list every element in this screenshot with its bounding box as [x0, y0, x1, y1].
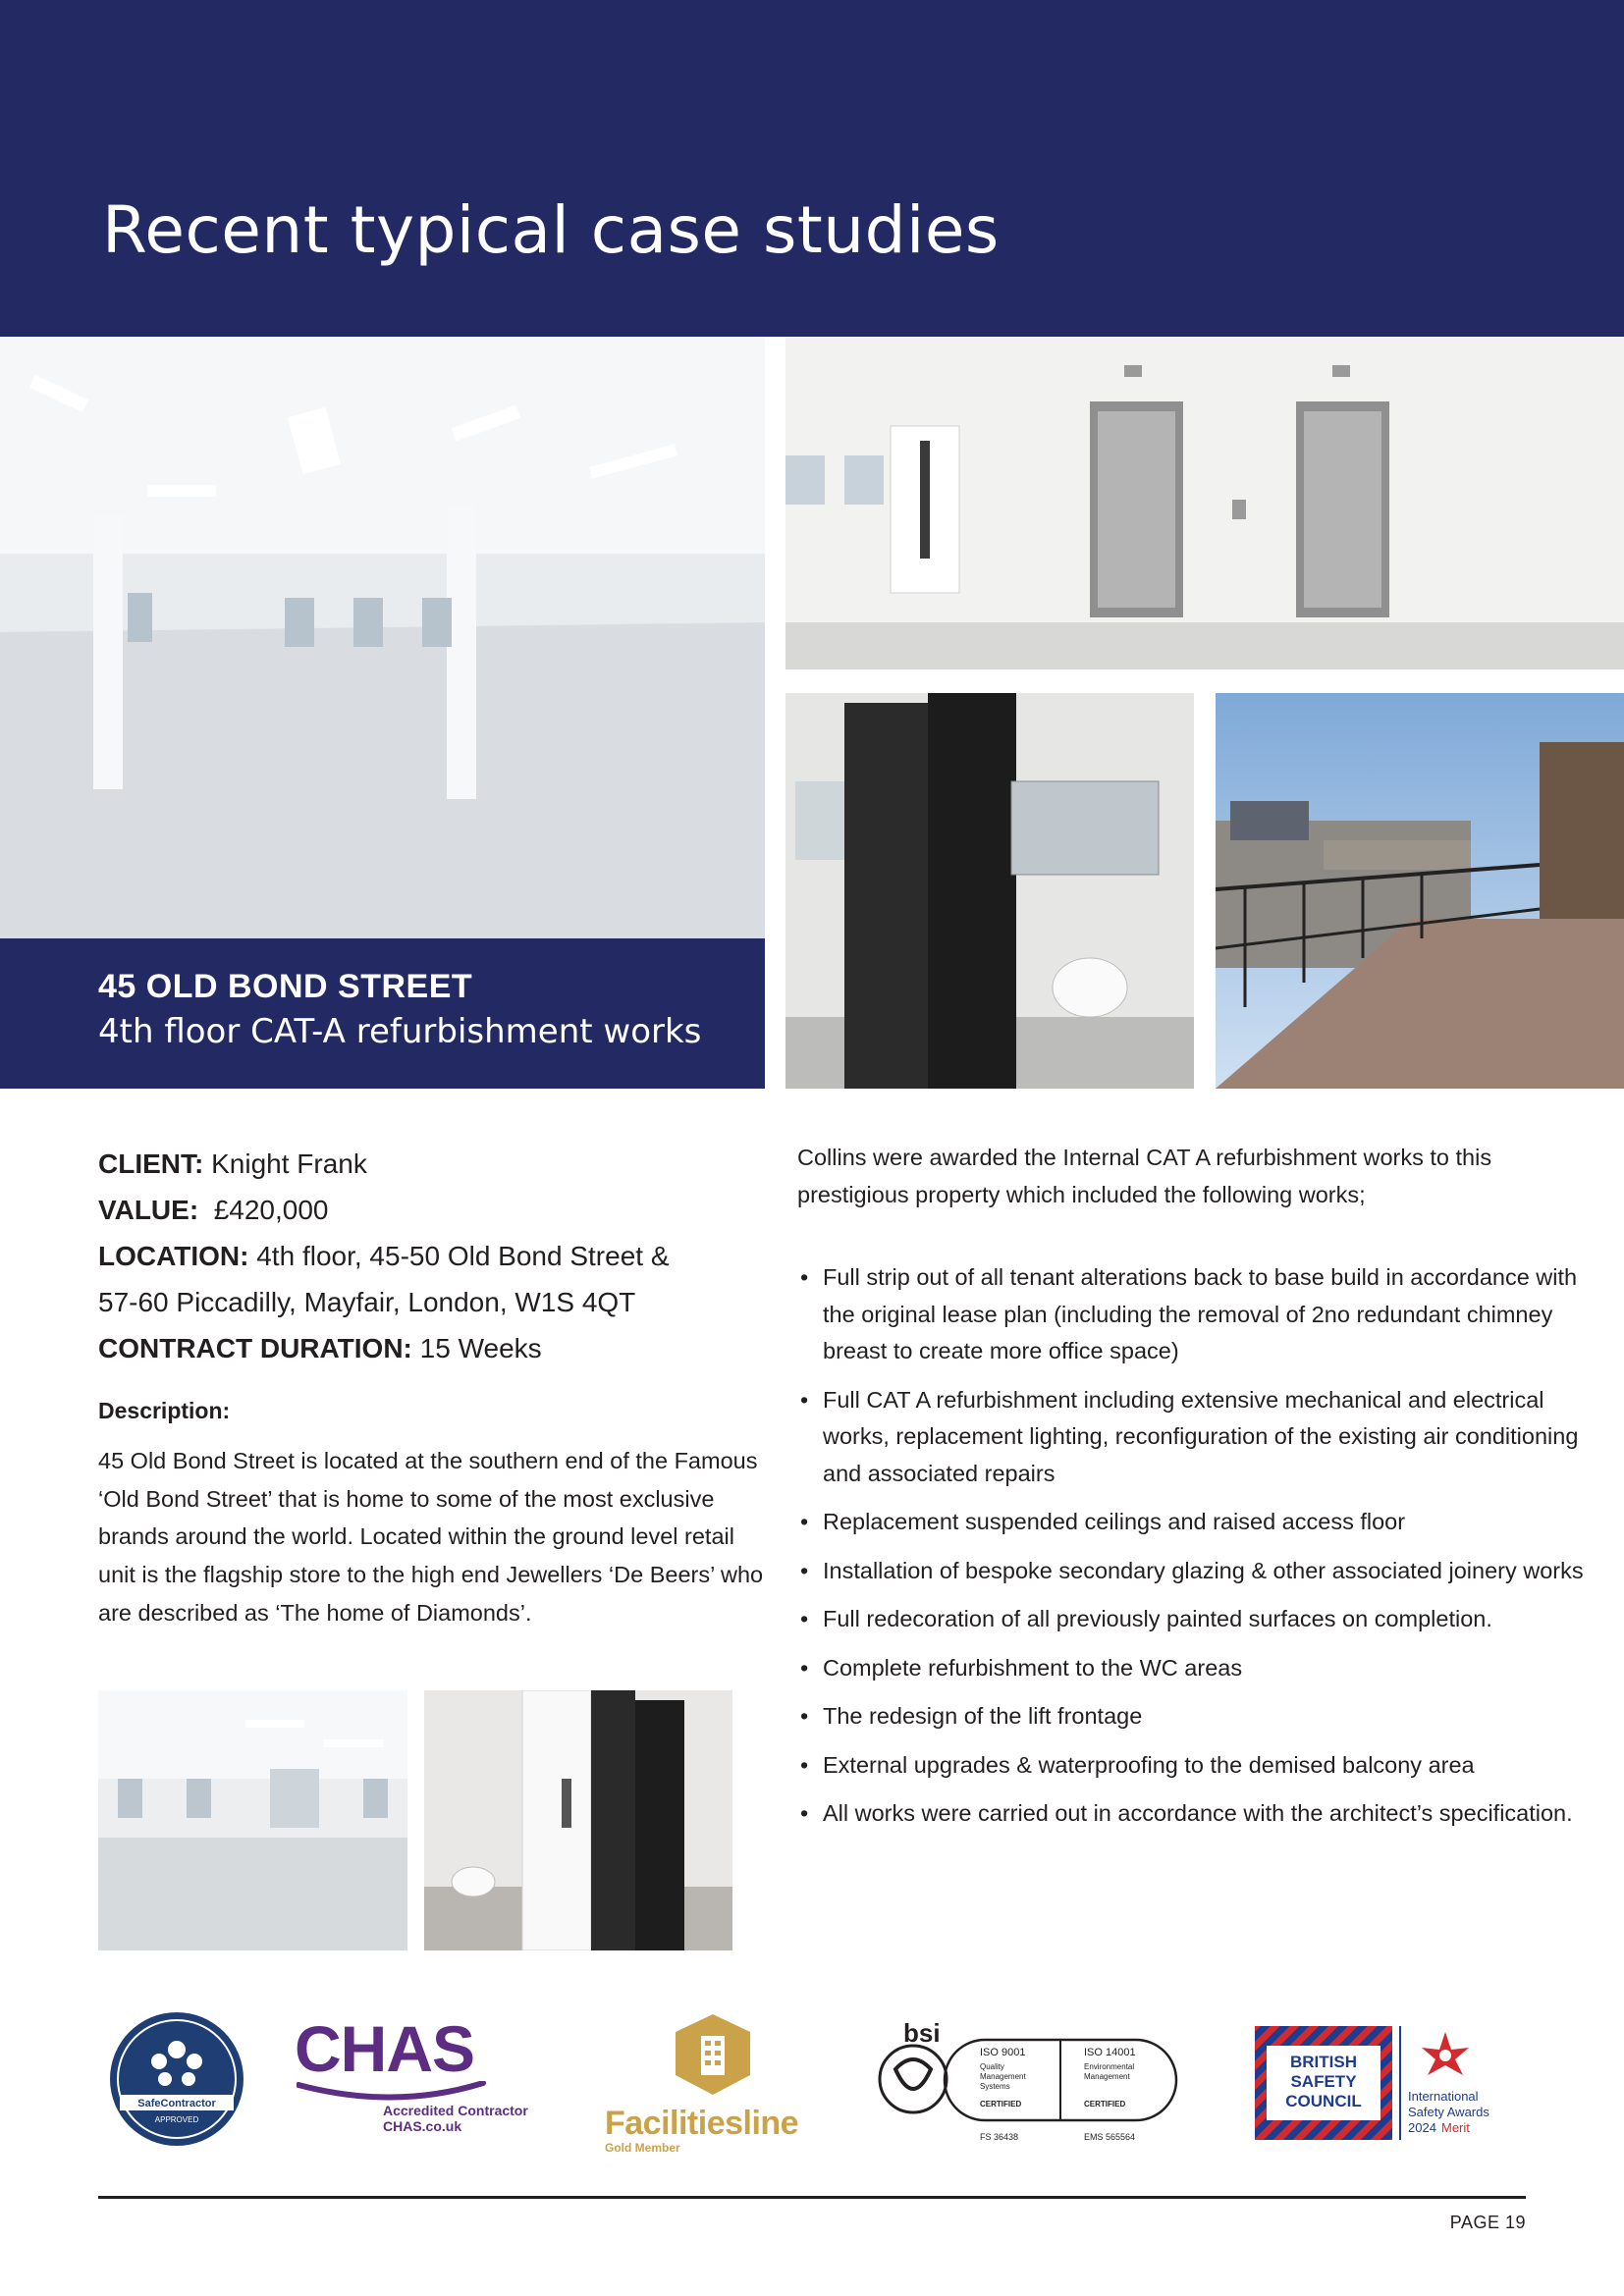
description-heading: Description: [98, 1398, 231, 1423]
award-star-icon [1422, 2032, 1469, 2075]
list-item: • Full strip out of all tenant alterations back to base build in accordance with the original lease plan (including the removal of 2no redundant chimney breast to create more office space) [800, 1264, 1578, 1363]
iso14001-number: EMS 565564 [1084, 2132, 1136, 2142]
photo-accessible-wc [424, 1690, 732, 1950]
iso9001-cert: CERTIFIED [980, 2100, 1022, 2109]
duration-row [98, 1325, 766, 1371]
list-item: • External upgrades & waterproofing to the demised balcony area [800, 1751, 1475, 1778]
building-icon [701, 2036, 725, 2075]
project-facts [98, 1141, 766, 1371]
award-line2: Safety Awards [1408, 2105, 1489, 2119]
british-safety-council-logo [1253, 2024, 1538, 2142]
award-year: 2024 [1408, 2120, 1436, 2135]
kitemark-icon [895, 2059, 931, 2089]
works-item-text: Complete refurbishment to the WC areas [823, 1654, 1243, 1681]
chas-line1: Accredited Contractor [383, 2103, 528, 2118]
chas-wordmark: CHAS [295, 2012, 475, 2085]
location-row [98, 1233, 766, 1279]
works-item-text: Full redecoration of all previously painted surfaces on completion. [823, 1606, 1492, 1631]
works-item-text: The redesign of the lift frontage [823, 1703, 1143, 1729]
duration-label: CONTRACT DURATION: [98, 1333, 412, 1363]
photo-wc-cubicle [785, 693, 1194, 1089]
list-item: • All works were carried out in accordance with the architect’s specification. [800, 1800, 1573, 1826]
safecontractor-status: APPROVED [154, 2115, 199, 2124]
iso9001-desc3: Systems [980, 2082, 1010, 2091]
iso14001-desc1: Environmental [1084, 2062, 1135, 2071]
client-label: CLIENT: [98, 1148, 204, 1179]
bsc-line2: SAFETY [1290, 2072, 1357, 2091]
client-row [98, 1141, 766, 1187]
description-body: 45 Old Bond Street is located at the southern end of the Famous ‘Old Bond Street’ that is home to some of the most exclusive brands around the world. Located within the ground level retail unit is the flagship store to the high end Jewellers ‘De Beers’ who are described as ‘The home of Diamonds’. [98, 1448, 764, 1626]
iso9001-number: FS 36438 [980, 2132, 1019, 2142]
chas-line2: CHAS.co.uk [383, 2118, 462, 2134]
list-item: • Full CAT A refurbishment including extensive mechanical and electrical works, replacement lighting, reconfiguration of the existing air conditioning and associated repairs [800, 1386, 1579, 1486]
page-number: PAGE 19 [1449, 2213, 1526, 2232]
bsi-certification-logo [874, 2020, 1198, 2150]
project-caption [0, 938, 765, 1089]
works-item-text: Installation of bespoke secondary glazing & other associated joinery works [823, 1557, 1584, 1583]
project-name: 45 OLD BOND STREET [98, 968, 473, 1005]
header-banner [0, 0, 1624, 337]
iso9001-label: ISO 9001 [980, 2047, 1026, 2058]
iso14001-desc2: Management [1084, 2072, 1130, 2081]
value-row [98, 1187, 766, 1233]
duration-value: 15 Weeks [419, 1333, 542, 1363]
works-list [797, 1259, 1593, 1844]
works-item-text: Full CAT A refurbishment including extensive mechanical and electrical works, replacement lighting, reconfiguration of the existing air conditioning and associated repairs [823, 1386, 1579, 1486]
facilitiesline-wordmark: Facilitiesline [605, 2105, 799, 2142]
iso14001-cert: CERTIFIED [1084, 2100, 1126, 2109]
list-item: • Full redecoration of all previously painted surfaces on completion. [800, 1606, 1492, 1631]
footer-divider [98, 2196, 1526, 2199]
list-item: • Replacement suspended ceilings and raised access floor [800, 1509, 1406, 1534]
photo-lift-lobby [785, 338, 1624, 669]
works-item-text: Replacement suspended ceilings and raised access floor [823, 1509, 1406, 1534]
safecontractor-name: SafeContractor [137, 2098, 216, 2109]
location-label: LOCATION: [98, 1241, 249, 1271]
location-line1: 4th floor, 45-50 Old Bond Street & [256, 1241, 670, 1271]
iso14001-label: ISO 14001 [1084, 2047, 1136, 2058]
bsc-line3: COUNCIL [1285, 2092, 1362, 2110]
photo-open-plan-office [0, 338, 765, 938]
photo-balcony [1216, 693, 1624, 1089]
bsc-line1: BRITISH [1290, 2053, 1357, 2071]
works-item-text: Full strip out of all tenant alterations back to base build in accordance with the original lease plan (including the removal of 2no redundant chimney breast to create more office space) [823, 1264, 1578, 1363]
bsi-brand: bsi [903, 2020, 941, 2048]
value-label: VALUE: [98, 1195, 199, 1225]
value-value: £420,000 [213, 1195, 329, 1225]
photo-office-interior [98, 1690, 407, 1950]
facilitiesline-tier: Gold Member [605, 2141, 680, 2155]
location-line2: 57-60 Piccadilly, Mayfair, London, W1S 4QT [98, 1287, 636, 1317]
works-intro: Collins were awarded the Internal CAT A refurbishment works to this prestigious property which included the following works; [797, 1145, 1492, 1207]
facilitiesline-logo [605, 2010, 821, 2156]
works-item-text: External upgrades & waterproofing to the demised balcony area [823, 1751, 1475, 1778]
works-item-text: All works were carried out in accordance with the architect’s specification. [823, 1800, 1573, 1826]
project-subtitle: 4th floor CAT-A refurbishment works [98, 1012, 702, 1051]
award-merit: Merit [1441, 2120, 1470, 2135]
list-item: • Complete refurbishment to the WC areas [800, 1654, 1243, 1681]
list-item: • Installation of bespoke secondary glazing & other associated joinery works [800, 1557, 1584, 1583]
iso9001-desc2: Management [980, 2072, 1026, 2081]
page-title: Recent typical case studies [102, 192, 1000, 268]
award-line1: International [1408, 2089, 1479, 2104]
chas-logo [295, 2012, 540, 2154]
list-item: • The redesign of the lift frontage [800, 1703, 1143, 1729]
safecontractor-logo [108, 2010, 245, 2148]
client-value: Knight Frank [211, 1148, 367, 1179]
iso9001-desc1: Quality [980, 2062, 1004, 2071]
